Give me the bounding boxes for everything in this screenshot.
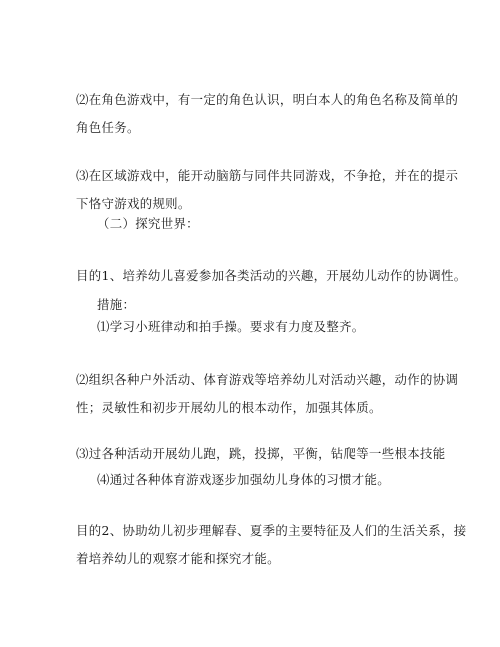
text-line: ⑷通过各种体育游戏逐步加强幼儿身体的习惯才能。 — [97, 472, 391, 487]
paragraph-goal-1 — [76, 262, 467, 290]
measure-item-1 — [97, 313, 422, 341]
section-heading-explore-world — [97, 210, 422, 238]
text-line: ⑵组织各种户外活动、体育游戏等培养幼儿对活动兴趣，动作的协调 — [76, 372, 459, 387]
text-line: 措施： — [97, 297, 136, 312]
text-line: 角色任务。 — [76, 120, 140, 135]
measure-item-4 — [97, 466, 422, 494]
text-line: 目的1、培养幼儿喜爱参加各类活动的兴趣，开展幼儿动作的协调性。 — [76, 268, 467, 283]
text-line: 性；灵敏性和初步开展幼儿的根本动作，加强其体质。 — [76, 400, 382, 415]
text-line: 目的2、协助幼儿初步理解春、夏季的主要特征及人们的生活关系，接 — [76, 523, 467, 538]
text-line: ⑶过各种活动开展幼儿跑，跳，投掷，平衡，钻爬等一些根本技能 — [76, 446, 446, 461]
text-line: ⑶在区域游戏中，能开动脑筋与同伴共同游戏，不争抢，并在的提示 — [76, 168, 459, 183]
text-line: 着培养幼儿的观察才能和探究才能。 — [76, 551, 280, 566]
text-line: ⑵在角色游戏中，有一定的角色认识，明白本人的角色名称及简单的 — [76, 92, 459, 107]
paragraph-goal-2 — [76, 517, 467, 573]
text-line: 下恪守游戏的规则。 — [76, 196, 191, 211]
text-line: ⑴学习小班律动和拍手操。要求有力度及整齐。 — [97, 319, 365, 334]
paragraph-role-play — [76, 86, 459, 142]
measure-item-2 — [76, 366, 459, 422]
measure-item-3 — [76, 440, 446, 468]
text-line: （二）探究世界： — [97, 216, 199, 231]
